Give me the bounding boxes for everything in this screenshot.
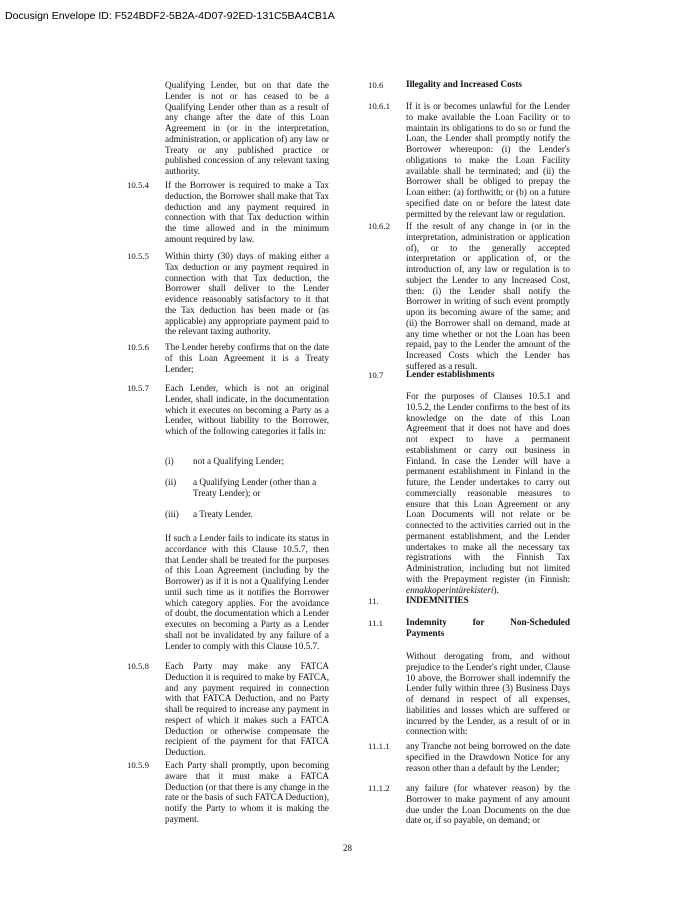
clause-number-10-5-9: 10.5.9 xyxy=(127,760,149,770)
section-heading-11-1-line1 xyxy=(406,617,570,628)
clause-10-5-7-continuation: If such a Lender fails to indicate its status in accordance with this Clause 10.5.7, then that Lender shall be treated for the purposes of this Loan Agreement (including by the Borrower) as if it is not a Qualifying Lender until such time as it notifies the Borrower which category applies. For the avoidance of doubt, the documentation which a Lender executes on becoming a Party as a Lender shall not be invalidated by any failure of a Lender to comply with this Clause 10.5.7. xyxy=(165,533,329,651)
clause-11-1-1-text: any Tranche not being borrowed on the date specified in the Drawdown Notice for any reason other than a default by the Lender; xyxy=(406,741,570,773)
clause-number-10-5-6: 10.5.6 xyxy=(127,342,149,352)
clause-number-11-1-1: 11.1.1 xyxy=(368,741,390,751)
section-number-11-1: 11.1 xyxy=(368,618,384,628)
section-heading-11-1-line2: Payments xyxy=(406,628,445,638)
clause-10-5-4-text: If the Borrower is required to make a Tax deduction, the Borrower shall make that Tax deduction and any payment required in connection with that Tax deduction within the time allowed and in the minimum amount required by law. xyxy=(165,180,329,244)
heading-word: Indemnity xyxy=(406,617,447,627)
finnish-term: ennakkoperintärekisteri xyxy=(406,584,494,595)
page-number: 28 xyxy=(343,843,352,853)
clause-10-5-7-text: Each Lender, which is not an original Lender, shall indicate, in the documentation which it executes on becoming a Party as a Lender, without liability to the Borrower, which of the following categories it falls in: xyxy=(165,383,329,436)
clause-10-5-5-text: Within thirty (30) days of making either a Tax deduction or any payment required in connection with that Tax deduction, the Borrower shall deliver to the Lender evidence reasonably satisfactory to it that the Tax deduction has been made or (as applicable) any appropriate payment paid to the relevant taxing authority. xyxy=(165,251,329,337)
section-11-1-text: Without derogating from, and without prejudice to the Lender's right under, Clause 10 above, the Borrower shall indemnify the Lender fully within three (3) Business Days of demand in respect of all expenses, liabilities and losses which are suffered or incurred by the Lender, as a result of or in connection with: xyxy=(406,651,570,737)
list-item-number: (ii) xyxy=(165,477,177,487)
list-item-text: a Treaty Lender. xyxy=(193,509,253,519)
list-item-number: (iii) xyxy=(165,509,179,519)
clause-number-10-5-7: 10.5.7 xyxy=(127,383,149,393)
clause-11-1-2-text: any failure (for whatever reason) by the Borrower to make payment of any amount due under the Loan Documents on the due date or, if so payable, on demand; or xyxy=(406,783,570,826)
clause-10-5-9-text: Each Party shall promptly, upon becoming aware that it must make a FATCA Deduction (or that there is any change in the rate or the basis of such FATCA Deduction), notify the Party to whom it is making the payment. xyxy=(165,760,329,824)
list-item-number: (i) xyxy=(165,456,174,466)
list-item-text: not a Qualifying Lender; xyxy=(193,456,285,466)
section-heading-10-6: Illegality and Increased Costs xyxy=(406,79,522,89)
clause-10-6-1-text: If it is or becomes unlawful for the Lender to make available the Loan Facility or to maintain its obligations to do so or fund the Loan, the Lender shall promptly notify the Borrower whereupon: (i) the Lender's obligations to make the Loan Facility available shall be terminated; and (ii) the Borrower shall be obliged to prepay the Loan either: (a) forthwith; or (b) on a future specified date on or before the latest date permitted by the relevant law or regulation. xyxy=(406,101,570,219)
section-number-10-6: 10.6 xyxy=(368,80,384,90)
docusign-envelope-id: Docusign Envelope ID: F524BDF2-5B2A-4D07-92ED-131C5BA4CB1A xyxy=(5,10,335,22)
section-10-7-body: For the purposes of Clauses 10.5.1 and 10.5.2, the Lender confirms to the best of its knowledge on the date of this Loan Agreement that it does not have and does not expect to have a permanent establishment or carry out business in Finland. In case the Lender will have a permanent establishment in Finland in the future, the Lender undertakes to carry out commercially reasonable measures to ensure that this Loan Agreement or any Loan Documents will not relate or be connected to the activities carried out in the permanent establishment, and the Lender undertakes to make all the necessary tax registrations with the Finnish Tax Administration, including but not limited with the Prepayment register (in Finnish: xyxy=(406,391,570,584)
clause-number-10-5-8: 10.5.8 xyxy=(127,661,149,671)
section-number-11: 11. xyxy=(368,596,379,606)
list-item-text: a Qualifying Lender (other than a Treaty Lender); or xyxy=(193,477,317,498)
clause-number-10-5-5: 10.5.5 xyxy=(127,251,149,261)
section-10-7-end: ). xyxy=(493,584,499,595)
heading-word: Non-Scheduled xyxy=(510,617,570,627)
section-heading-11: INDEMNITIES xyxy=(406,595,469,605)
clause-number-10-6-2: 10.6.2 xyxy=(368,221,390,231)
clause-10-5-6-text: The Lender hereby confirms that on the date of this Loan Agreement it is a Treaty Lender; xyxy=(165,342,329,374)
section-10-7-text xyxy=(406,391,570,595)
clause-number-11-1-2: 11.1.2 xyxy=(368,783,390,793)
clause-number-10-5-4: 10.5.4 xyxy=(127,180,149,190)
clause-10-5-8-text: Each Party may make any FATCA Deduction it is required to make by FATCA, and any payment required in connection with that FATCA Deduction, and no Party shall be required to increase any payment in respect of which it makes such a FATCA Deduction or otherwise compensate the recipient of the payment for that FATCA Deduction. xyxy=(165,661,329,757)
clause-number-10-6-1: 10.6.1 xyxy=(368,101,390,111)
clause-10-6-2-text: If the result of any change in (or in the interpretation, administration or application of), or to the generally accepted interpretation or application of, or the introduction of, any law or regulation is to subject the Lender to any Increased Cost, then: (i) the Lender shall notify the Borrower in writing of such event promptly upon its becoming aware of the same; and (ii) the Borrower shall on demand, made at any time whether or not the Loan has been repaid, pay to the Lender the amount of the Increased Costs which the Lender has suffered as a result. xyxy=(406,221,570,371)
intro-paragraph: Qualifying Lender, but on that date the Lender is not or has ceased to be a Qualifying Lender other than as a result of any change after the date of this Loan Agreement in (or in the interpretation, administration, or application of) any law or Treaty or any published practice or published concession of any relevant taxing authority. xyxy=(165,80,329,176)
heading-word: for xyxy=(472,617,485,627)
section-heading-10-7: Lender establishments xyxy=(406,369,495,379)
section-number-10-7: 10.7 xyxy=(368,370,384,380)
